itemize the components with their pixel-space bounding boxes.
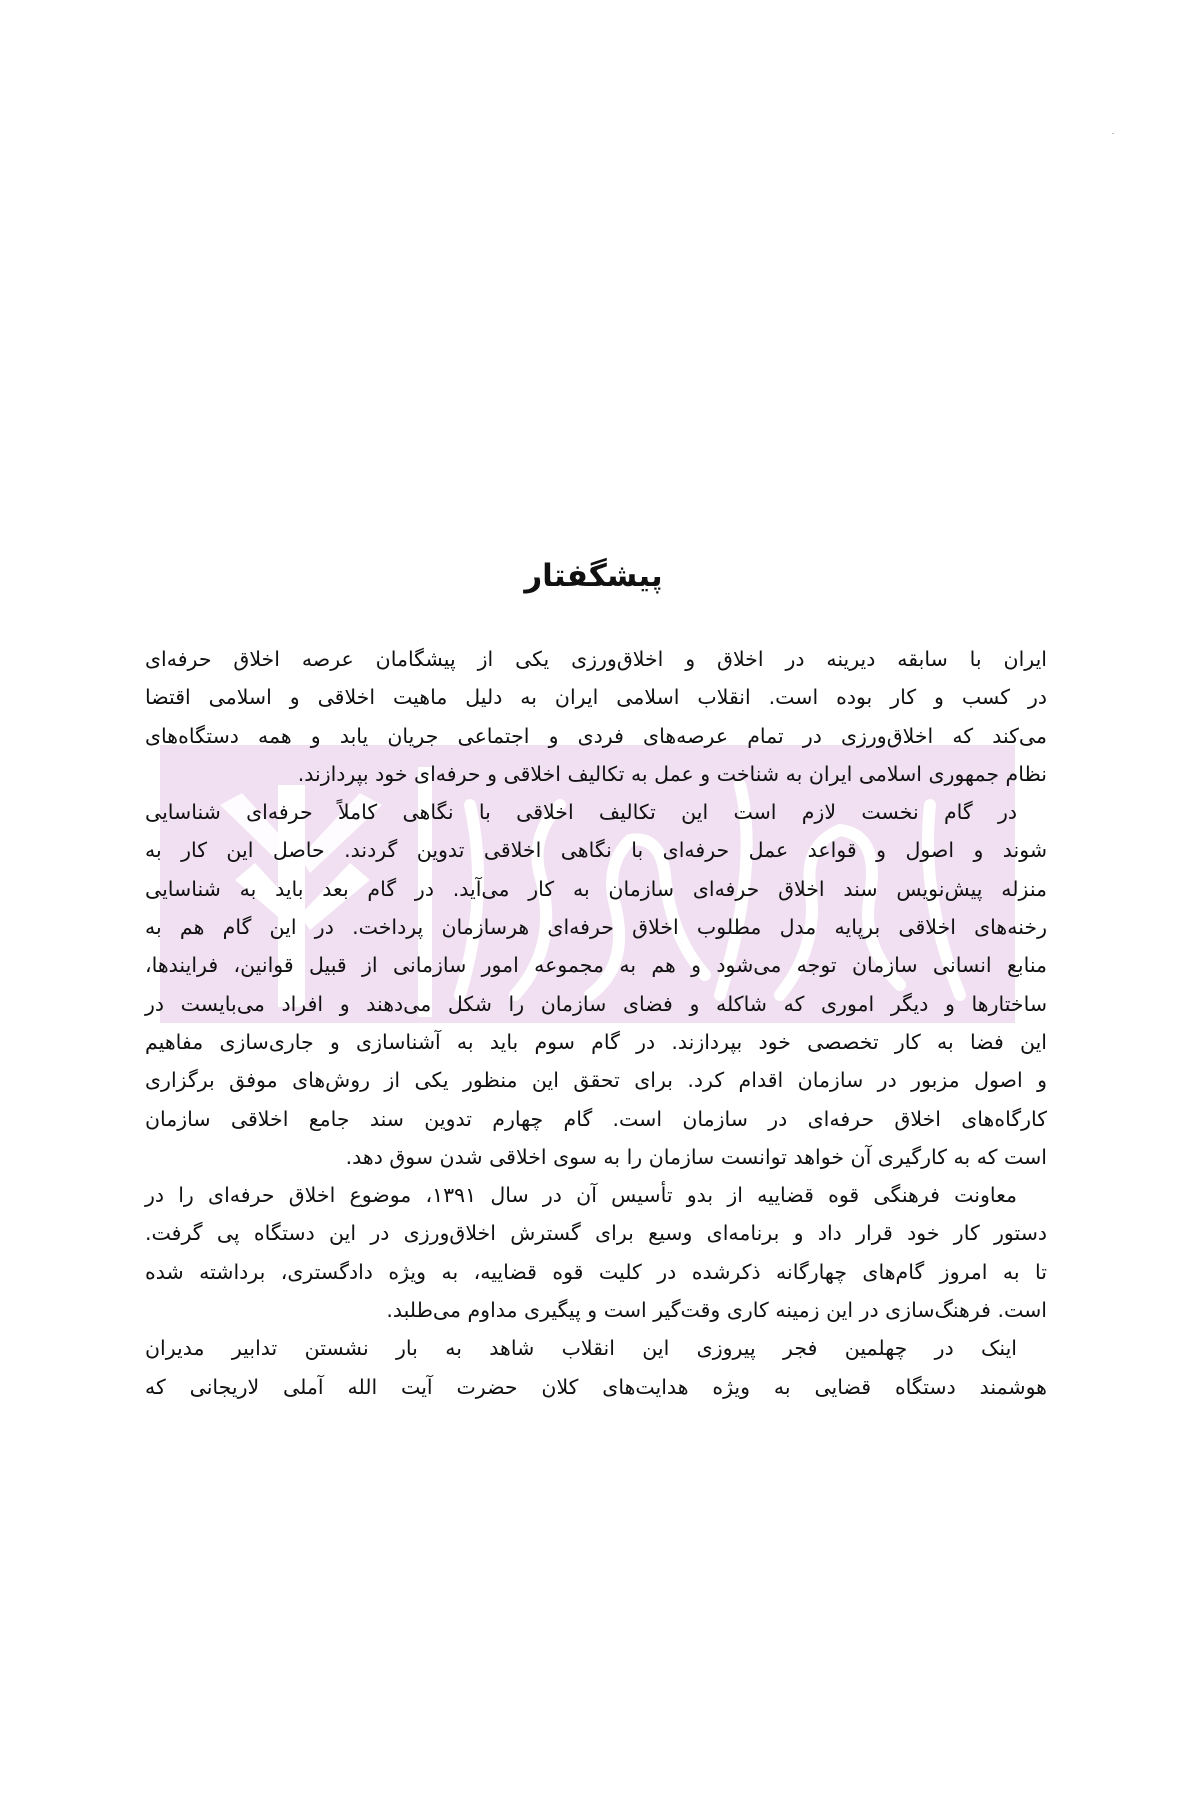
text-line: ساختارها و دیگر اموری که شاکله و فضای سازمان را شکل می‌دهند و افراد می‌بایست در [145,991,1047,1016]
text-line: و اصول مزبور در سازمان اقدام کرد. برای تحقق این منظور یکی از روش‌های موفق برگزاری [145,1068,1047,1093]
text-line: در گام نخست لازم است این تکالیف اخلاقی با نگاهی کاملاً حرفه‌ای شناسایی [145,800,1017,825]
text-line: است. فرهنگ‌سازی در این زمینه کاری وقت‌گیر است و پیگیری مداوم می‌طلبد. [386,1298,1047,1323]
text-line: اینک در چهلمین فجر پیروزی این انقلاب شاهد به بار نشستن تدابیر مدیران [145,1336,1017,1361]
text-line: نظام جمهوری اسلامی ایران به شناخت و عمل به تکالیف اخلاقی و حرفه‌ای خود بپردازند. [297,761,1047,786]
text-line: می‌کند که اخلاق‌ورزی در تمام عرصه‌های فردی و اجتماعی جریان یابد و همه دستگاه‌های [145,723,1047,748]
text-line: رخنه‌های اخلاقی برپایه مدل مطلوب اخلاق حرفه‌ای هرسازمان پرداخت. در این گام هم به [145,915,1047,940]
text-line: ایران با سابقه دیرینه در اخلاق و اخلاق‌ورزی یکی از پیشگامان عرصه اخلاق حرفه‌ای [145,647,1047,671]
text-line: در کسب و کار بوده است. انقلاب اسلامی ایران به دلیل ماهیت اخلاقی و اسلامی اقتضا [145,685,1047,710]
text-line: تا به امروز گام‌های چهارگانه ذکرشده در کلیت قوه قضاییه، به ویژه دادگستری، برداشته شده [145,1259,1047,1284]
text-line: است که به کارگیری آن خواهد توانست سازمان را به سوی اخلاقی شدن سوق دهد. [345,1144,1047,1169]
scan-speck [1112,133,1114,134]
text-line: هوشمند دستگاه قضایی به ویژه هدایت‌های کلان حضرت آیت الله آملی لاریجانی که [145,1374,1047,1399]
text-line: معاونت فرهنگی قوه قضاییه از بدو تأسیس آن در سال ۱۳۹۱، موضوع اخلاق حرفه‌ای را در [145,1183,1017,1208]
text-line: دستور کار خود قرار داد و برنامه‌ای وسیع برای گسترش اخلاق‌ورزی در این دستگاه پی گرفت. [145,1221,1047,1246]
text-line: شوند و اصول و قواعد عمل حرفه‌ای با نگاهی اخلاقی تدوین گردند. حاصل این کار به [145,838,1047,863]
body-text [145,640,1047,1406]
text-line: کارگاه‌های اخلاق حرفه‌ای در سازمان است. گام چهارم تدوین سند جامع اخلاقی سازمان [145,1106,1047,1131]
page-title: پیشگفتار [524,557,663,594]
text-line: منزله پیش‌نویس سند اخلاق حرفه‌ای سازمان به کار می‌آید. در گام بعد باید به شناسایی [145,876,1047,901]
text-line: این فضا به کار تخصصی خود بپردازند. در گام سوم باید به آشناسازی و جاری‌سازی مفاهیم [145,1029,1047,1054]
text-line: منابع انسانی سازمان توجه می‌شود و هم به مجموعه امور سازمانی از قبیل قوانین، فرایندها، [145,953,1047,978]
